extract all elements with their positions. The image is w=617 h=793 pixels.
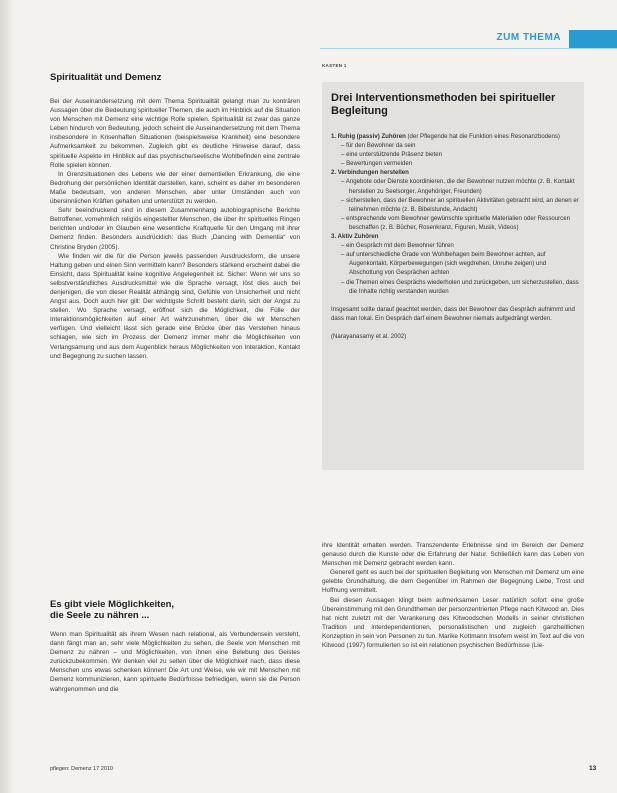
box-item-2-sub-1: – Angebote oder Dienste koordinieren, die der Bewohner nutzen möchte (z. B. Kontakt herstellen zu Seelsorger, Angehöriger, Freunden): [341, 177, 579, 195]
right-para-3: Bei diesen Aussagen klingt beim aufmerksamen Leser natürlich sofort eine große Übereinstimmung mit den Grundthemen der personzentrierten Pflege nach Kitwood an. Dies hat nicht zuletzt mit der Verankerung des Kitwoodschen Modells in seiner christlichen Tradition und interdependentionen, personalistischen und zugleich ganzheitlichen Konzeption in sein von Personen zu tun. Marike Kottmann Insofern weist im Text auf die von Kitwood (1997) formulierten so ist ein relationen psychischen Bedürfnisse (Lie-: [322, 596, 584, 650]
box-item-1-sub-3: – Bewertungen vermeiden: [341, 159, 579, 168]
right-para-1: ihre Identität erhalten werden. Transzendente Erlebnisse sind im Bereich der Demenz genauso durch die Kunste oder die Erfahrung der Natur. Schließlich kann das Leben von Menschen mit Demenz gebracht werden kann.: [322, 542, 584, 568]
box-item-3-sub-3: – die Themen eines Gesprächs wiederholen und zurückgeben, um sicherzustellen, dass die Inhalte richtig verstanden wurden: [341, 278, 579, 296]
box-item-3-sub-2: – auf unterschiedliche Grade von Wohlbehagen beim Bewohner achten, auf Augenkontakt, Körperbewegungen (sich wegdrehen, Unruhe zeigen) und Abschottung von Gesprächen achten: [341, 250, 579, 277]
box-item-1-sub-2: – eine unterstützende Präsenz bieten: [341, 150, 579, 159]
left-column-bottom: [50, 630, 300, 694]
box-item-1: [331, 132, 579, 168]
box-source: (Narayanasamy et al. 2002): [331, 332, 407, 340]
page-edge: [0, 0, 14, 793]
left-column-top: [50, 97, 300, 361]
box-item-2-sub-3: – entsprechende vom Bewohner gewünschte spirituelle Materialien oder Ressourcen beschaffen (z. B. Bücher, Rosenkranz, Figuren, Musik, Videos): [341, 214, 579, 232]
box-item-1-head: 1. Ruhig (passiv) Zuhören: [331, 133, 406, 140]
box-item-3-sub-1: – ein Gespräch mit dem Bewohner führen: [341, 241, 579, 250]
left-para-2: In Grenzsituationen des Lebens wie der einer dementiellen Erkrankung, die eine Bedrohung der persönlichen Identität darstellen, kann, scheint es daher im besonderen Maße bedeutsam, von anderen Menschen, aber unter Umständen auch von übersinnlichen Kräften gehalten und unterstützt zu werden.: [50, 170, 300, 206]
right-column-bottom: [322, 541, 584, 650]
right-para-2: Generell geht es auch bei der spirituellen Begleitung von Menschen mit Demenz um eine gelebte Grundhaltung, die dem Gegenüber im Rahmen der Begegnung Liebe, Trost und Hoffnung vermittelt.: [322, 569, 584, 595]
heading-nourish-line-2: die Seele zu nähren ...: [50, 610, 150, 621]
heading-nourish-soul: [50, 599, 300, 621]
left-para-1: Bei der Auseinandersetzung mit dem Thema Spiritualität gelangt man zu konträren Aussagen über die Bedeutung spiritueller Themen, die auch im Hinblick auf die Situation von Menschen mit Demenz eine wichtige Rolle spielen. Spiritualität ist zwar das ganze Leben hindurch von Bedeutung, jedoch scheint die Auseinandersetzung mit dem Thema insbesondere in Krisenhaften Situationen (beispielsweise Krankheit) eine besondere Aufmerksamkeit zu bekommen. Zugleich gibt es deutliche Hinweise darauf, dass spirituelle Aspekte im Hinblick auf das psychische/seelische Wohlbefinden eine zentrale Rolle spielen können.: [50, 98, 300, 169]
header-accent-block: [569, 30, 617, 48]
box-item-3: [331, 232, 579, 296]
left-para-3: Sehr beeindruckend sind in diesem Zusammenhang autobiographische Berichte Betroffener, vornehmlich religiös eingestellter Menschen, die über ihr spirituelles Ringen berichten und/oder im Glauben eine wesentliche Kraftquelle für den Umgang mit ihrer Demenz finden. Besonders ausdrücklich: das Buch „Dancing with Dementia“ von Christine Bryden (2005).: [50, 207, 300, 251]
box-title: Drei Interventionsmethoden bei spiritueller Begleitung: [331, 92, 556, 117]
header-section-label: ZUM THEMA: [496, 32, 561, 43]
box-item-1-sub-1: – für den Bewohner da sein: [341, 141, 579, 150]
heading-spirituality: Spiritualität und Demenz: [50, 72, 162, 83]
header-rule: [320, 48, 617, 49]
box-item-3-head: 3. Aktiv Zuhören: [331, 233, 379, 241]
page-number: 13: [589, 765, 597, 772]
heading-nourish-line-1: Es gibt viele Möglichkeiten,: [50, 599, 175, 610]
box-item-2-head: 2. Verbindungen herstellen: [331, 169, 409, 177]
left-para-4: Wie finden wir die für die Person jeweils passenden Ausdrucksform, die unsere Haltung geben und einen Sinn vermitteln kann? Besonders stärkend erscheint dabei die Einsicht, dass Spiritualität keine kognitive Angelegenheit ist. Sicher: Wenn wir uns so selbstverständliches Ausdrucksmittel wie die Sprache versagt, löst dies auch bei denjenigen, die von dieser Realität abhängig sind, Gefühle von Unsicherheit und nicht Angst aus. Doch auch hier gilt: Der wichtigste Schritt besteht darin, sich der Angst zu stellen. Wo Sprache versagt, eröffnet sich die Möglichkeit, die Fülle der Interaktionsmöglichkeiten auf einer Art wahrzunehmen, über die wir Menschen verfügen. Und vielleicht lässt sich gerade eine Brücke über das Verstehen hinaus schlagen, wie sich im Prozess der Demenz immer mehr die Möglichkeiten von Verlangsamung und aus dem Augenblick heraus Möglichkeiten von Interaktion, Kontakt und Begegnung zu suchen lassen.: [50, 252, 300, 360]
box-label: KASTEN 1: [322, 63, 347, 68]
box-note: Insgesamt sollte darauf geachtet werden, dass der Bewohner das Gespräch aufnimmt und dass man lokal. Ein Gespräch darf einem Bewohner niemals aufgedrängt werden.: [331, 305, 575, 322]
box-body: [331, 132, 579, 347]
box-item-2-sub-2: – sicherstellen, dass der Bewohner an spirituellen Aktivitäten gebracht wird, an denen er teilnehmen möchte (z. B. Bibelstunde, Andacht): [341, 196, 579, 214]
box-item-1-rest: (der Pflegende hat die Funktion eines Resonanzbodens): [405, 133, 560, 140]
box-item-2: [331, 168, 579, 232]
left-para-5: Wenn man Spiritualität als ihrem Wesen nach relational, als Verbundensein versteht, dann fängt man an, sehr viele Möglichkeiten zu sehen, die Seele von Menschen mit Demenz zu nähren – und Möglichkeiten, von ihnen eine Belebung des Geistes zurückzubekommen. Wir denken viel zu selten über die Möglichkeit nach, dass diese Menschen uns etwas schenken können! Die Art und Weise, wie wir mit Menschen mit Demenz kommunizieren, kann spirituelle Bedürfnisse befriedigen, wenn sie die Person wahrgenommen und die: [50, 631, 300, 693]
footer-journal: pflegen: Demenz 17 2010: [50, 766, 113, 772]
